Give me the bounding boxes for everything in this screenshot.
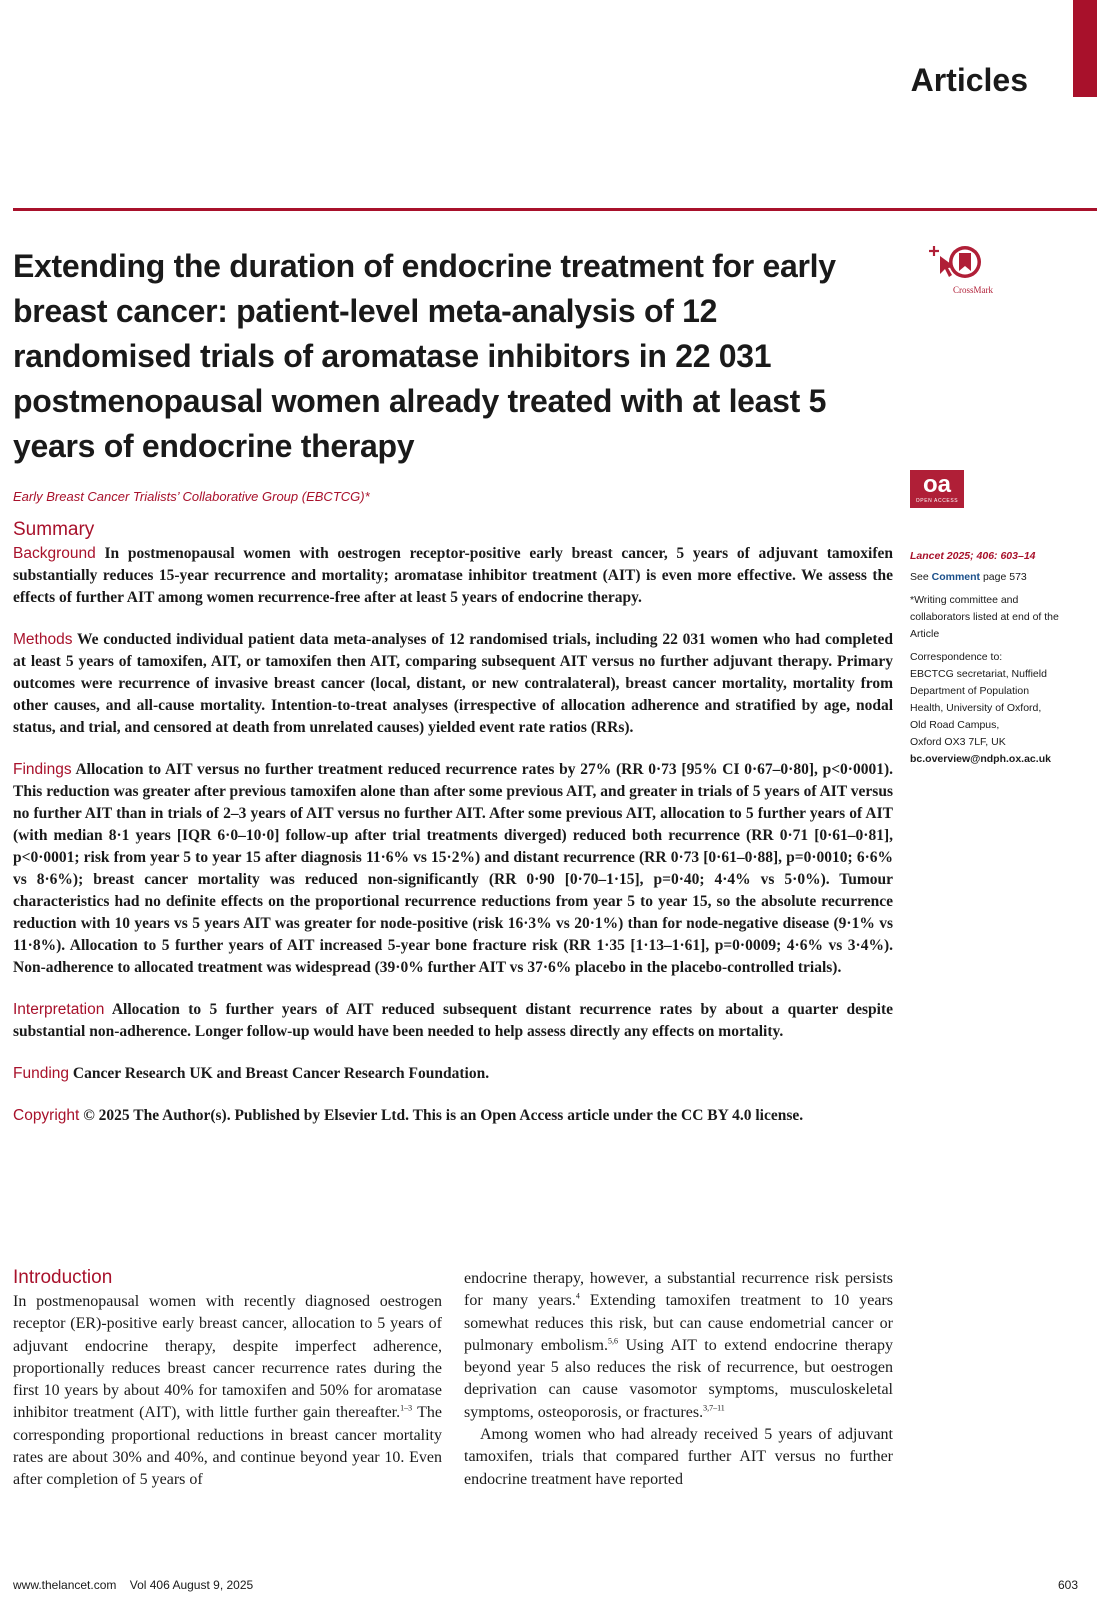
correspondence-email[interactable]: bc.overview@ndph.ox.ac.uk bbox=[910, 753, 1051, 765]
section-text-findings: Allocation to AIT versus no further treatment reduced recurrence rates by 27% (RR 0·73 [95% CI 0·67–0·80], p<0·0001). This reduction was greater after previous tamoxifen alone than after some previous AIT, and greater in trials of 5 years of AIT versus no further AIT than in trials of 2–3 years of AIT versus no further AIT. After some previous AIT, allocation to 5 further years of AIT (with median 8·1 years [IQR 6·0–10·0] follow-up after trial treatments diverged) reduced both recurrence (RR 0·71 [0·61–0·81], p<0·0001; risk from year 5 to year 15 after diagnosis 11·6% vs 15·2%) and distant recurrence (RR 0·73 [0·61–0·88], p=0·0010; 6·6% vs 8·6%); breast cancer mortality was reduced non-significantly (RR 0·90 [0·70–1·15], p=0·40; 4·4% vs 5·0%). Tumour characteristics had no definite effects on the proportional recurrence reductions from year 5 to year 15, so the absolute recurrence reduction with 10 years vs 5 years AIT was greater for node-positive (risk 16·3% vs 20·1%) than for node-negative disease (9·1% vs 11·8%). Allocation to 5 further years of AIT increased 5-year bone fracture risk (RR 1·35 [1·13–1·61], p=0·0009; 4·6% vs 3·4%). Non-adherence to allocated treatment was widespread (39·0% further AIT vs 37·6% placebo in the placebo-controlled trials). bbox=[13, 761, 893, 976]
intro-text: Extending tamoxifen treatment to 10 years somewhat reduces this risk, but can cause endometrial cancer or pulmonary embolism. bbox=[464, 1292, 893, 1354]
section-text-copyright: © 2025 The Author(s). Published by Elsevier Ltd. This is an Open Access article under the CC BY 4.0 license. bbox=[83, 1107, 804, 1124]
abstract-findings bbox=[13, 759, 893, 979]
accent-bar bbox=[1073, 0, 1097, 97]
abstract-background bbox=[13, 543, 893, 609]
crossmark-icon bbox=[928, 244, 996, 284]
section-label-methods: Methods bbox=[13, 631, 73, 648]
intro-text: The corresponding proportional reductions in breast cancer mortality rates are about 30% and 40%, and continue beyond year 10. Even after completion of 5 years of bbox=[13, 1404, 442, 1489]
abstract-interpretation bbox=[13, 999, 893, 1043]
introduction-paragraph-left bbox=[13, 1291, 442, 1492]
open-access-badge bbox=[910, 470, 964, 508]
intro-text: Using AIT to extend endocrine therapy beyond year 5 also reduces the risk of recurrence, but oestrogen deprivation can cause vasomotor symptoms, musculoskeletal symptoms, osteoporosis, or fractures. bbox=[464, 1336, 894, 1421]
article-title: Extending the duration of endocrine treatment for early breast cancer: patient-level meta-analysis of 12 randomised trials of aromatase inhibitors in 22 031 postmenopausal women already treated with at least 5 years of endocrine therapy bbox=[13, 248, 836, 464]
intro-text: endocrine therapy, however, a substantial recurrence risk persists for many years. bbox=[464, 1270, 893, 1310]
see-prefix: See bbox=[910, 571, 932, 583]
section-text-methods: We conducted individual patient data meta-analyses of 12 randomised trials, including 22 031 women who had completed at least 5 years of tamoxifen, AIT, or tamoxifen then AIT, comparing subsequent AIT versus no further adjuvant therapy. Primary outcomes were recurrence of invasive breast cancer (local, distant, or new contralateral), breast cancer mortality, mortality from other causes, and all-cause mortality. Intention-to-treat analyses (irrespective of allocation adherence and stratified by age, nodal status, and trial, and censored at death from unrelated causes) yielded event rate ratios (RRs). bbox=[13, 631, 893, 736]
section-label-interpretation: Interpretation bbox=[13, 1001, 105, 1018]
reference[interactable]: 4 bbox=[575, 1291, 580, 1301]
abstract-methods bbox=[13, 629, 893, 739]
citation: Lancet 2025; 406: 603–14 bbox=[910, 550, 1036, 562]
reference[interactable]: 5,6 bbox=[607, 1336, 618, 1346]
introduction-column-right bbox=[464, 1268, 893, 1491]
writing-committee-note: *Writing committee and collaborators listed at end of the Article bbox=[910, 594, 1059, 640]
introduction-paragraph-right-2: Among women who had already received 5 years of adjuvant tamoxifen, trials that compared further AIT versus no further endocrine treatment have reported bbox=[464, 1426, 893, 1488]
section-text-background: In postmenopausal women with oestrogen receptor-positive early breast cancer, 5 years of adjuvant tamoxifen substantially reduces 15-year recurrence and mortality; aromatase inhibitor treatment (AIT) is even more effective. We assess the effects of further AIT among women recurrence-free after at least 5 years of endocrine therapy. bbox=[13, 545, 893, 606]
abstract-copyright bbox=[13, 1105, 893, 1127]
summary-heading: Summary bbox=[13, 519, 95, 540]
reference[interactable]: 1–3 bbox=[400, 1404, 413, 1414]
correspondence bbox=[910, 649, 1080, 768]
crossmark-logo[interactable] bbox=[928, 244, 996, 300]
footer-journal bbox=[13, 1578, 253, 1592]
comment-link[interactable]: Comment bbox=[931, 571, 981, 583]
footer-volume: Vol 406 bbox=[129, 1578, 170, 1592]
oa-label: OPEN ACCESS bbox=[915, 498, 959, 504]
correspondence-line: Correspondence to: bbox=[910, 651, 1003, 663]
see-suffix: page 573 bbox=[980, 571, 1027, 583]
page-number: 603 bbox=[1057, 1578, 1078, 1592]
section-label: Articles bbox=[910, 62, 1028, 98]
section-label-background: Background bbox=[13, 545, 96, 562]
section-text-interpretation: Allocation to 5 further years of AIT reduced subsequent distant recurrence rates by about a quarter despite substantial non-adherence. Longer follow-up would have been needed to help assess directly any effects on mortality. bbox=[13, 1001, 893, 1040]
abstract-funding bbox=[13, 1063, 893, 1085]
oa-mark: oa bbox=[922, 471, 951, 498]
section-label-funding: Funding bbox=[13, 1065, 70, 1082]
section-label-findings: Findings bbox=[13, 761, 72, 778]
reference[interactable]: 3,7–11 bbox=[703, 1403, 725, 1413]
footer-site[interactable]: www.thelancet.com bbox=[13, 1578, 117, 1592]
abstract bbox=[13, 543, 893, 1147]
introduction-paragraph-right-1 bbox=[464, 1268, 893, 1424]
section-label-copyright: Copyright bbox=[13, 1107, 80, 1124]
crossmark-label: CrossMark bbox=[953, 285, 993, 295]
correspondence-line: Old Road Campus, bbox=[910, 719, 1000, 731]
correspondence-line: Oxford OX3 7LF, UK bbox=[910, 736, 1006, 748]
correspondence-line: Health, University of Oxford, bbox=[910, 702, 1042, 714]
margin-sidebar bbox=[910, 548, 1080, 768]
see-comment bbox=[910, 569, 1080, 586]
intro-text: In postmenopausal women with recently diagnosed oestrogen receptor (ER)-positive early breast cancer, allocation to 5 years of adjuvant endocrine therapy, despite imperfect adherence, proportionally reduces breast cancer recurrence rates during the first 10 years by about 40% for tamoxifen and 50% for aromatase inhibitor treatment (AIT), with little further gain thereafter. bbox=[13, 1293, 442, 1422]
author-group[interactable]: Early Breast Cancer Trialists’ Collaborative Group (EBCTCG)* bbox=[13, 489, 370, 504]
header-rule bbox=[13, 208, 1097, 211]
footer-date: August 9, 2025 bbox=[172, 1578, 254, 1592]
correspondence-line: Department of Population bbox=[910, 685, 1030, 697]
section-text-funding: Cancer Research UK and Breast Cancer Research Foundation. bbox=[72, 1065, 490, 1082]
correspondence-line: EBCTCG secretariat, Nuffield bbox=[910, 668, 1047, 680]
introduction-heading: Introduction bbox=[13, 1267, 113, 1288]
